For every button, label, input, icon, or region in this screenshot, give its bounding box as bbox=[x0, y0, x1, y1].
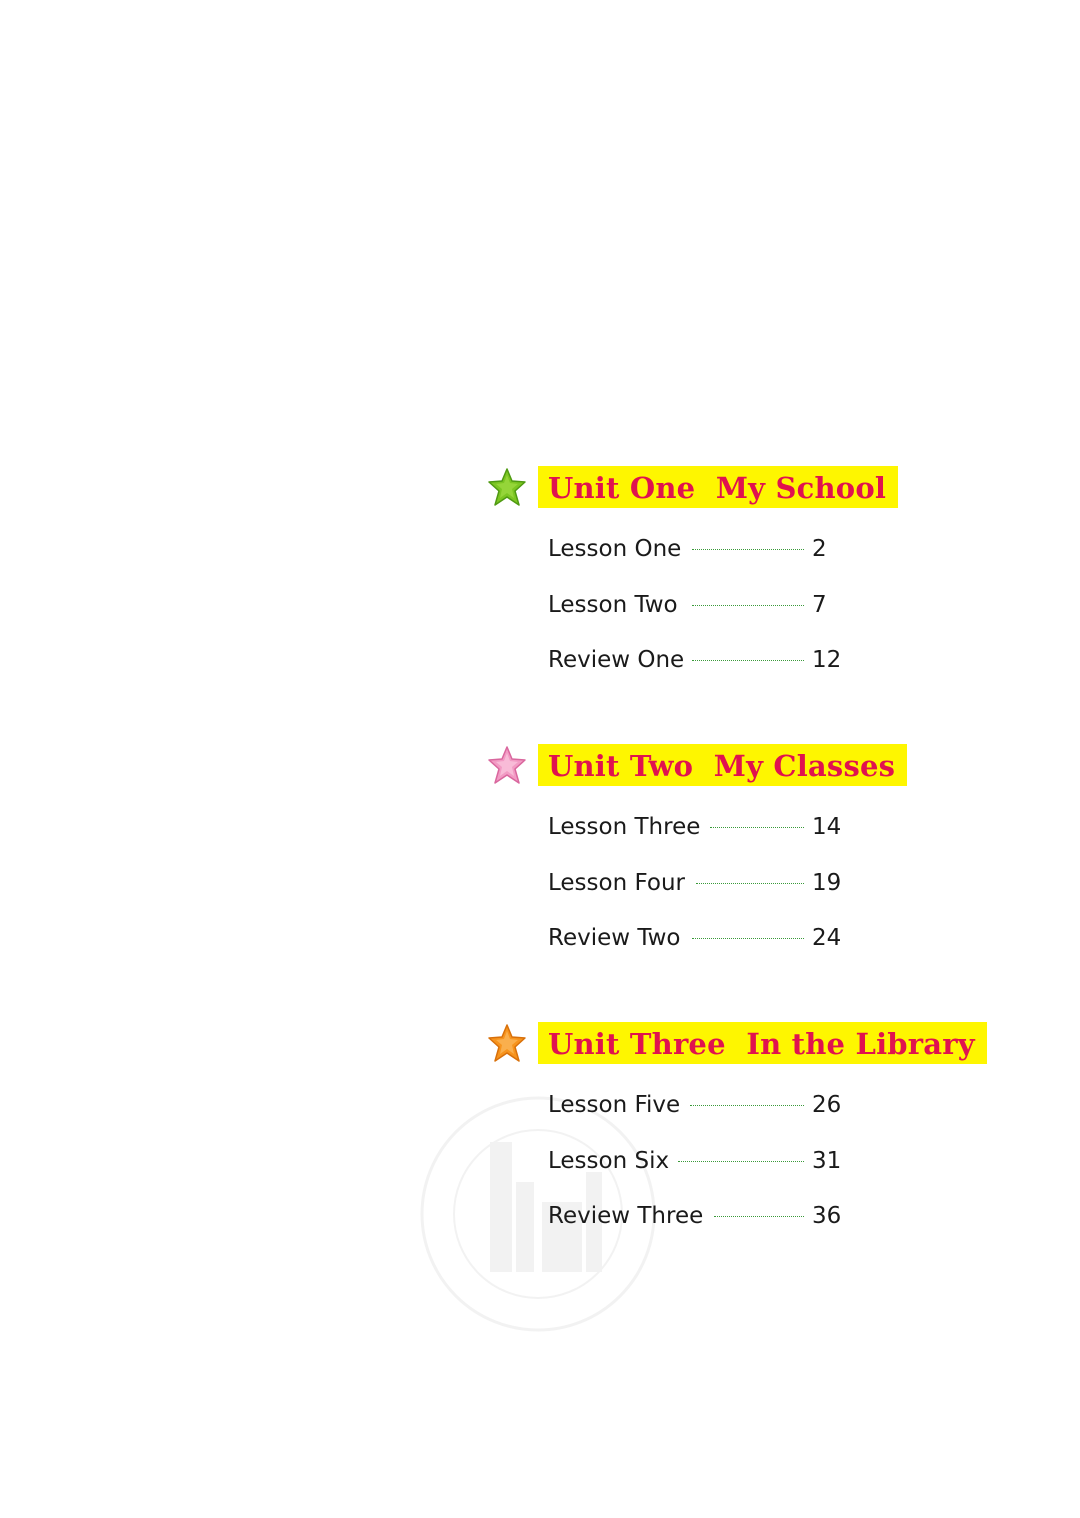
lesson-name: Review Three bbox=[548, 1203, 704, 1230]
table-of-contents bbox=[486, 466, 1046, 1300]
lesson-list bbox=[486, 522, 1046, 689]
page-number: 7 bbox=[812, 591, 827, 618]
leader-dots bbox=[714, 1216, 804, 1217]
leader-dots bbox=[692, 605, 804, 606]
unit-section-one bbox=[486, 466, 1046, 744]
page-number: 24 bbox=[812, 925, 842, 952]
leader-dots bbox=[678, 1161, 804, 1162]
unit-header bbox=[486, 1022, 1046, 1066]
leader-dots bbox=[690, 1105, 804, 1106]
lesson-name: Lesson One bbox=[548, 536, 682, 562]
page-number: 14 bbox=[812, 814, 842, 840]
page-number: 36 bbox=[812, 1203, 842, 1230]
lesson-entry[interactable] bbox=[486, 911, 1046, 967]
page-number: 2 bbox=[812, 536, 827, 562]
page-number: 19 bbox=[812, 869, 842, 896]
orange-star-icon bbox=[486, 1023, 528, 1065]
lesson-name: Review Two bbox=[548, 925, 681, 952]
lesson-entry[interactable] bbox=[486, 1189, 1046, 1245]
leader-dots bbox=[692, 938, 804, 939]
leader-dots bbox=[710, 827, 804, 828]
lesson-name: Lesson Two bbox=[548, 591, 678, 618]
lesson-name: Lesson Five bbox=[548, 1092, 681, 1118]
unit-title: Unit One My School bbox=[538, 466, 898, 508]
pink-star-icon bbox=[486, 745, 528, 787]
lesson-name: Lesson Three bbox=[548, 814, 701, 840]
lesson-name: Lesson Four bbox=[548, 869, 686, 896]
unit-title: Unit Three In the Library bbox=[538, 1022, 987, 1064]
unit-section-three bbox=[486, 1022, 1046, 1300]
unit-header bbox=[486, 466, 1046, 510]
unit-section-two bbox=[486, 744, 1046, 1022]
lesson-entry[interactable] bbox=[486, 522, 1046, 578]
unit-title: Unit Two My Classes bbox=[538, 744, 907, 786]
leader-dots bbox=[692, 660, 804, 661]
lesson-name: Review One bbox=[548, 647, 685, 674]
page-number: 12 bbox=[812, 647, 842, 674]
lesson-entry[interactable] bbox=[486, 856, 1046, 912]
unit-header bbox=[486, 744, 1046, 788]
leader-dots bbox=[692, 549, 804, 550]
lesson-list bbox=[486, 800, 1046, 967]
green-star-icon bbox=[486, 467, 528, 509]
lesson-entry[interactable] bbox=[486, 1078, 1046, 1134]
lesson-entry[interactable] bbox=[486, 578, 1046, 634]
lesson-entry[interactable] bbox=[486, 633, 1046, 689]
lesson-list bbox=[486, 1078, 1046, 1245]
lesson-name: Lesson Six bbox=[548, 1147, 670, 1174]
lesson-entry[interactable] bbox=[486, 800, 1046, 856]
page-number: 26 bbox=[812, 1092, 842, 1118]
page-number: 31 bbox=[812, 1147, 842, 1174]
leader-dots bbox=[696, 883, 804, 884]
lesson-entry[interactable] bbox=[486, 1134, 1046, 1190]
